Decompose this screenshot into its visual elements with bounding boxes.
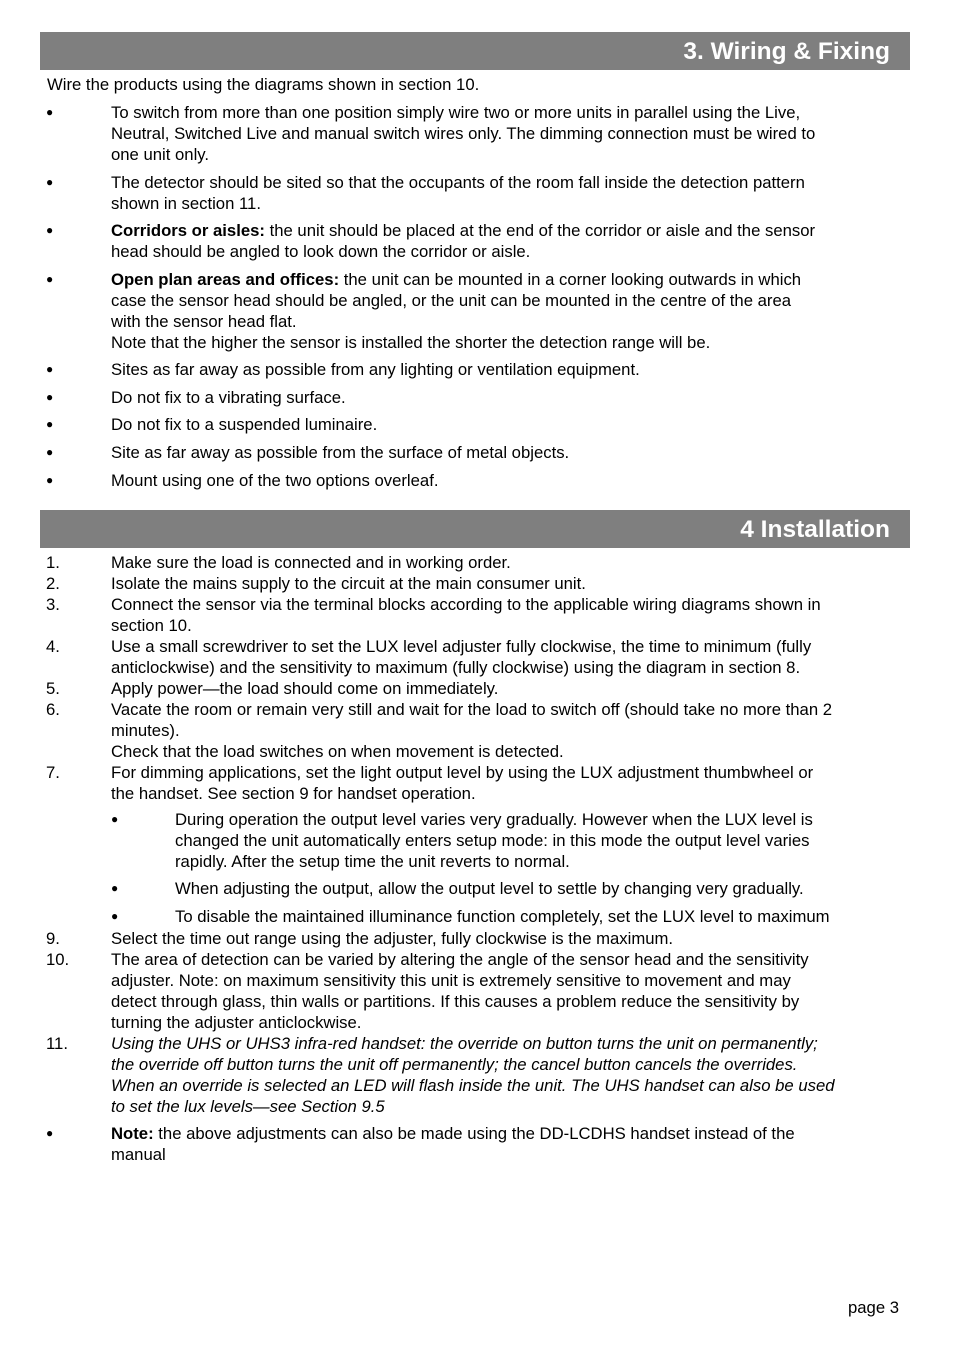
bullet-1-line-1: To switch from more than one position simply wire two or more units in parallel using the Live,: [111, 103, 801, 122]
bullet-3-line-2: head should be angled to look down the corridor or aisle.: [111, 242, 531, 261]
bullet-1-line-2: Neutral, Switched Live and manual switch wires only. The dimming connection must be wired to: [111, 124, 816, 143]
sub-bullet-1-line-3: rapidly. After the setup time the unit reverts to normal.: [175, 852, 570, 871]
step-number: 4.: [46, 637, 60, 656]
bullet-icon: ●: [46, 473, 54, 487]
bullet-8: Site as far away as possible from the surface of metal objects.: [111, 443, 570, 462]
bullet-icon: ●: [46, 223, 54, 237]
bullet-icon: ●: [46, 105, 54, 119]
sub-bullet-1-line-2: changed the unit automatically enters setup mode: in this mode the output level varies: [175, 831, 810, 850]
step-10-line-1: The area of detection can be varied by altering the angle of the sensor head and the sensitivity: [111, 950, 809, 969]
bullet-5: Sites as far away as possible from any lighting or ventilation equipment.: [111, 360, 640, 379]
bullet-4-line-1: [111, 269, 801, 290]
step-number: 9.: [46, 929, 60, 948]
note-text: the above adjustments can also be made using the DD-LCDHS handset instead of the: [153, 1124, 795, 1143]
bullet-7: Do not fix to a suspended luminaire.: [111, 415, 378, 434]
bullet-icon: ●: [46, 1126, 54, 1140]
step-4-line-1: Use a small screwdriver to set the LUX level adjuster fully clockwise, the time to minimum (fully: [111, 637, 812, 656]
section-3-intro: Wire the products using the diagrams shown in section 10.: [47, 75, 480, 94]
bullet-icon: ●: [46, 390, 54, 404]
step-6-line-2: minutes).: [111, 721, 180, 740]
step-7-line-2: the handset. See section 9 for handset operation.: [111, 784, 476, 803]
section-4-heading: 4 Installation: [40, 510, 910, 548]
note-line-2: manual: [111, 1145, 166, 1164]
step-2: Isolate the mains supply to the circuit at the main consumer unit.: [111, 574, 586, 593]
sub-bullet-2: When adjusting the output, allow the output level to settle by changing very gradually.: [175, 879, 804, 898]
bullet-icon: ●: [46, 445, 54, 459]
bullet-4-label: Open plan areas and offices:: [111, 270, 340, 289]
step-number: 1.: [46, 553, 60, 572]
step-3-line-1: Connect the sensor via the terminal blocks according to the applicable wiring diagrams shown in: [111, 595, 821, 614]
bullet-4-line-2: case the sensor head should be angled, or the unit can be mounted in the centre of the area: [111, 291, 792, 310]
step-5: Apply power—the load should come on immediately.: [111, 679, 499, 698]
sub-bullet-1-line-1: During operation the output level varies very gradually. However when the LUX level is: [175, 810, 813, 829]
step-1: Make sure the load is connected and in working order.: [111, 553, 511, 572]
step-10-line-2: adjuster. Note: on maximum sensitivity this unit is extremely sensitive to movement and may: [111, 971, 791, 990]
step-4-line-2: anticlockwise) and the sensitivity to maximum (fully clockwise) using the diagram in section 8.: [111, 658, 801, 677]
bullet-1-line-3: one unit only.: [111, 145, 210, 164]
bullet-3-text: the unit should be placed at the end of the corridor or aisle and the sensor: [264, 221, 816, 240]
bullet-icon: ●: [46, 272, 54, 286]
step-9: Select the time out range using the adjuster, fully clockwise is the maximum.: [111, 929, 674, 948]
section-3-heading: 3. Wiring & Fixing: [40, 32, 910, 70]
bullet-2-line-2: shown in section 11.: [111, 194, 261, 213]
bullet-4-text: the unit can be mounted in a corner looking outwards in which: [339, 270, 802, 289]
bullet-icon: ●: [46, 175, 54, 189]
bullet-4-line-3: with the sensor head flat.: [111, 312, 297, 331]
bullet-3-line-1: [111, 220, 815, 241]
bullet-icon: ●: [46, 362, 54, 376]
page-number: page 3: [848, 1298, 900, 1317]
step-number: 3.: [46, 595, 60, 614]
step-11-line-2: the override off button turns the unit off permanently; the cancel button cancels the overrides.: [111, 1055, 798, 1074]
bullet-icon: ●: [111, 812, 119, 826]
step-6-line-3: Check that the load switches on when movement is detected.: [111, 742, 564, 761]
step-number: 2.: [46, 574, 60, 593]
sub-bullet-3: To disable the maintained illuminance function completely, set the LUX level to maximum: [175, 907, 830, 926]
note-line-1: [111, 1123, 795, 1144]
step-3-line-2: section 10.: [111, 616, 192, 635]
step-number: 11.: [46, 1034, 68, 1053]
step-11-line-3: When an override is selected an LED will flash inside the unit. The UHS handset can also be used: [111, 1076, 835, 1095]
step-number: 5.: [46, 679, 60, 698]
step-number: 10.: [46, 950, 70, 969]
bullet-icon: ●: [111, 909, 119, 923]
bullet-icon: ●: [46, 417, 54, 431]
step-7-line-1: For dimming applications, set the light output level by using the LUX adjustment thumbwheel or: [111, 763, 814, 782]
bullet-4-line-4: Note that the higher the sensor is installed the shorter the detection range will be.: [111, 333, 711, 352]
step-11-line-1: Using the UHS or UHS3 infra-red handset: the override on button turns the unit on permanently;: [111, 1034, 818, 1053]
step-10-line-4: turning the adjuster anticlockwise.: [111, 1013, 362, 1032]
step-10-line-3: detect through glass, thin walls or partitions. If this causes a problem reduce the sensitivity by: [111, 992, 800, 1011]
bullet-3-label: Corridors or aisles:: [111, 221, 265, 240]
bullet-2-line-1: The detector should be sited so that the occupants of the room fall inside the detection pattern: [111, 173, 805, 192]
bullet-icon: ●: [111, 881, 119, 895]
bullet-6: Do not fix to a vibrating surface.: [111, 388, 346, 407]
note-label: Note:: [111, 1124, 154, 1143]
bullet-9: Mount using one of the two options overleaf.: [111, 471, 439, 490]
step-11-line-4: to set the lux levels—see Section 9.5: [111, 1097, 385, 1116]
step-number: 6.: [46, 700, 60, 719]
step-6-line-1: Vacate the room or remain very still and wait for the load to switch off (should take no more than 2: [111, 700, 833, 719]
step-number: 7.: [46, 763, 60, 782]
